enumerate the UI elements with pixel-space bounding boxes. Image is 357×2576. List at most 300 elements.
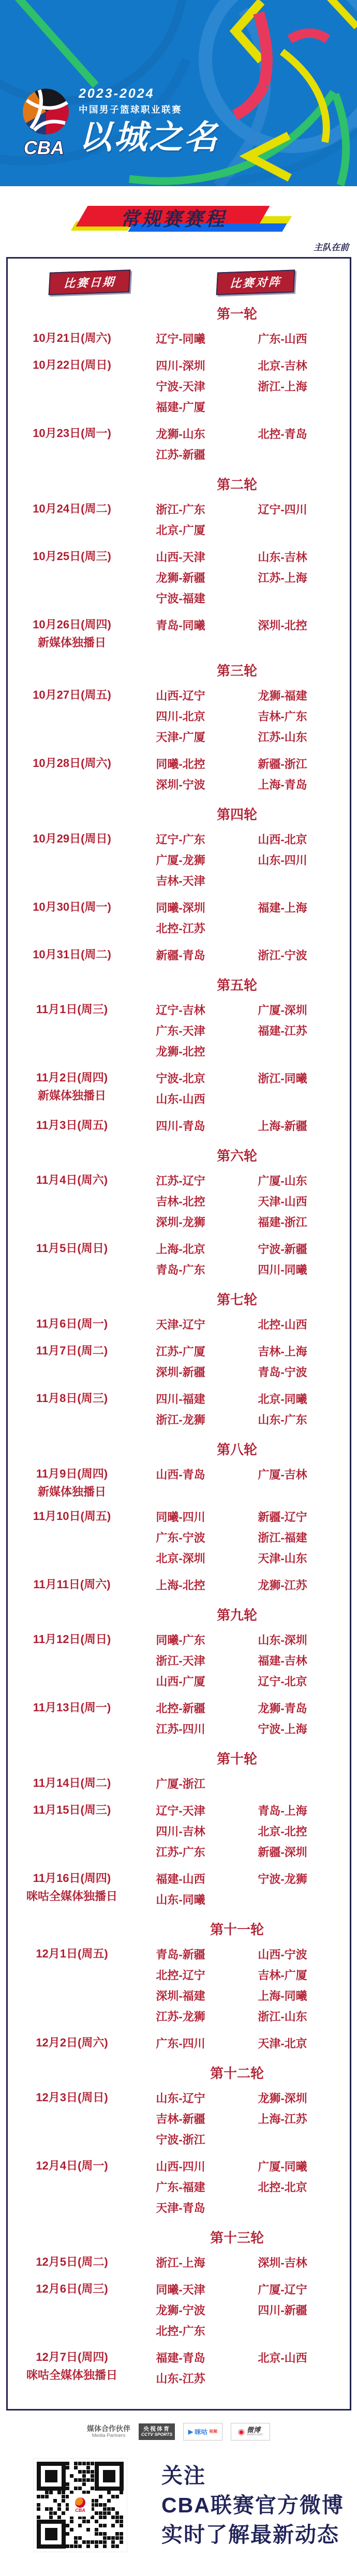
match-date-cell (8, 2347, 136, 2388)
matchup: 龙狮-江苏 (258, 1578, 307, 1592)
matchup: 福建-上海 (258, 901, 307, 914)
matchups (136, 2279, 350, 2341)
match-date: 11月6日(周一) (36, 1317, 108, 1330)
matchup-row (136, 423, 350, 444)
matchup: 山东-辽宁 (156, 2091, 205, 2105)
matchup: 同曦-广东 (156, 1633, 205, 1647)
matchup: 北控-山西 (258, 1318, 307, 1331)
matchup-row (136, 917, 350, 938)
schedule-group (8, 1170, 350, 1232)
match-date-cell (8, 944, 136, 965)
matchup: 天津-辽宁 (156, 1318, 205, 1331)
matchup-row (136, 828, 350, 849)
matchup: 福建-广厦 (156, 400, 205, 414)
schedule-group (8, 614, 350, 651)
matchup-row (136, 774, 350, 794)
matchup: 辽宁-天津 (156, 1804, 205, 1817)
round-title: 第七轮 (216, 1292, 257, 1307)
matchups (136, 944, 350, 965)
matchup: 深圳-龙狮 (156, 1215, 205, 1229)
page-title: 常规赛赛程 (120, 208, 227, 230)
match-date: 11月4日(周六) (36, 1173, 108, 1186)
round-title: 第十三轮 (210, 2230, 264, 2246)
matchup: 山东-四川 (258, 853, 307, 867)
schedule-group (8, 1388, 350, 1429)
match-date: 11月3日(周五) (36, 1119, 108, 1132)
matchup: 江苏-山东 (258, 730, 307, 744)
matchup-row (136, 1629, 350, 1650)
matchup-row (136, 2156, 350, 2176)
matchup: 福建-浙江 (258, 1215, 307, 1229)
matchup-row (136, 2108, 350, 2129)
section-title-banner (0, 203, 357, 237)
matchup: 宁波-北京 (156, 1072, 205, 1085)
matchup-row (136, 1650, 350, 1670)
match-date-cell (8, 999, 136, 1061)
schedule-group (8, 1238, 350, 1279)
matchup: 北控-广东 (156, 2324, 205, 2338)
match-date-cell (8, 546, 136, 608)
schedule-group (8, 2252, 350, 2272)
matchups (136, 999, 350, 1061)
matchup: 浙江-同曦 (258, 1072, 307, 1085)
matchup-row (136, 1409, 350, 1429)
match-date-cell (8, 1340, 136, 1382)
matchup: 上海-同曦 (258, 1989, 307, 2002)
matchup-row (136, 1259, 350, 1279)
schedule-group (8, 546, 350, 608)
qr-caption: 关注 CBA联赛官方微博 实时了解最新动态 (161, 2463, 344, 2547)
matchup: 四川-同曦 (258, 1263, 307, 1276)
matchup: 四川-新疆 (258, 2303, 307, 2317)
schedule-group (8, 828, 350, 891)
matchup: 浙江-龙狮 (156, 1413, 205, 1426)
matchup: 上海-青岛 (258, 778, 307, 791)
match-date-cell (8, 1464, 136, 1500)
matchup: 新疆-浙江 (258, 757, 307, 771)
matchup-row (136, 328, 350, 349)
schedule-group (8, 2032, 350, 2053)
schedule-group (8, 897, 350, 938)
matchup-row (136, 2347, 350, 2368)
matchups (136, 2087, 350, 2149)
matchup: 青岛-同曦 (156, 619, 205, 632)
schedule-group (8, 355, 350, 417)
matchup: 深圳-宁波 (156, 778, 205, 791)
matchup: 青岛-新疆 (156, 1948, 205, 1961)
matchup-row (136, 1670, 350, 1691)
match-date-cell (8, 1506, 136, 1568)
matchup: 浙江-上海 (258, 380, 307, 393)
matchup-row (136, 355, 350, 375)
match-date: 10月21日(周六) (33, 332, 111, 344)
match-date-cell (8, 753, 136, 794)
round-title: 第九轮 (216, 1607, 257, 1623)
matchup: 广厦-辽宁 (258, 2283, 307, 2296)
matchups (136, 499, 350, 540)
matchup: 广东-福建 (156, 2180, 205, 2194)
matchup-row (136, 1211, 350, 1232)
matchup-row (136, 1191, 350, 1211)
match-date-cell (8, 828, 136, 891)
matchup-row (136, 546, 350, 567)
matchups (136, 1868, 350, 1909)
matchup: 辽宁-北京 (258, 1675, 307, 1688)
match-date-cell (8, 685, 136, 747)
matchup: 广厦-浙江 (156, 1777, 205, 1790)
matchup: 广厦-龙狮 (156, 853, 205, 867)
weibo-logo: ◉ 微博 weibo.com (231, 2423, 270, 2441)
matchup: 上海-北控 (156, 1578, 205, 1592)
schedule-group (8, 1697, 350, 1739)
matchup-row (136, 2129, 350, 2149)
matchup: 吉林-北控 (156, 1195, 205, 1208)
match-date: 11月15日(周三) (33, 1803, 111, 1816)
matchup-row (136, 1964, 350, 1985)
schedule-group (8, 1464, 350, 1500)
matchup: 四川-吉林 (156, 1825, 205, 1838)
matchups (136, 2032, 350, 2053)
matchups (136, 423, 350, 464)
matchup-row (136, 753, 350, 774)
matchup-row (136, 1889, 350, 1909)
matchup: 福建-江苏 (258, 1024, 307, 1037)
schedule-group (8, 2087, 350, 2149)
matchup: 山东-江苏 (156, 2372, 205, 2385)
matchup: 广东-天津 (156, 1024, 205, 1037)
match-date: 11月8日(周三) (36, 1392, 108, 1405)
matchup-row (136, 685, 350, 705)
matchup: 山东-深圳 (258, 1633, 307, 1647)
match-date: 11月5日(周日) (36, 1242, 108, 1255)
matchup-row (136, 1340, 350, 1361)
matchup: 北京-同曦 (258, 1392, 307, 1406)
matchup-row (136, 1067, 350, 1088)
matchup: 广东-四川 (156, 2037, 205, 2050)
matchup: 辽宁-广东 (156, 833, 205, 846)
matchup-row (136, 444, 350, 464)
matchup: 山西-青岛 (156, 1468, 205, 1481)
matchups (136, 2156, 350, 2218)
matchup: 青岛-宁波 (258, 1365, 307, 1379)
matchup: 同曦-天津 (156, 2283, 205, 2296)
match-date: 10月29日(周日) (33, 832, 111, 845)
round-title: 第一轮 (216, 306, 257, 322)
schedule-group (8, 1115, 350, 1136)
matchup-row (136, 726, 350, 747)
schedule-group (8, 2347, 350, 2388)
match-date-cell (8, 2252, 136, 2272)
matchups (136, 1697, 350, 1739)
partners-label: 媒体合作伙伴 Media Partners (87, 2424, 130, 2438)
matchup: 北京-吉林 (258, 359, 307, 372)
round-title: 第五轮 (216, 977, 257, 993)
matchups (136, 1388, 350, 1429)
match-date: 11月10日(周五) (33, 1510, 111, 1523)
match-date: 10月26日(周四) (33, 618, 111, 631)
matchup: 龙狮-深圳 (258, 2091, 307, 2105)
matchup: 广厦-深圳 (258, 1003, 307, 1017)
schedule-group (8, 999, 350, 1061)
matchup: 新疆-辽宁 (258, 1510, 307, 1524)
media-partners-row (0, 2423, 357, 2441)
match-date-cell (8, 1170, 136, 1232)
matchup: 广东-山西 (258, 332, 307, 345)
matchup: 四川-深圳 (156, 359, 205, 372)
matchups (136, 2252, 350, 2272)
matchup: 吉林-新疆 (156, 2112, 205, 2126)
matchups (136, 1238, 350, 1279)
matchup-row (136, 1985, 350, 2006)
matchup: 江苏-广厦 (156, 1345, 205, 1358)
matchup: 浙江-上海 (156, 2256, 205, 2269)
round-title: 第十二轮 (210, 2066, 264, 2081)
matchup-row (136, 2032, 350, 2053)
match-date: 10月25日(周三) (33, 550, 111, 563)
match-date: 11月7日(周二) (36, 1344, 108, 1357)
matchup-row (136, 1820, 350, 1841)
match-date: 10月22日(周日) (33, 358, 111, 371)
matchup-row (136, 944, 350, 965)
round-title: 第八轮 (216, 1442, 257, 1457)
matchups (136, 546, 350, 608)
matchup: 江苏-四川 (156, 1722, 205, 1736)
match-date-cell (8, 1238, 136, 1279)
match-date: 11月1日(周三) (36, 1003, 108, 1016)
schedule-group (8, 499, 350, 540)
matchup: 山东-山西 (156, 1092, 205, 1106)
match-date: 10月31日(周二) (33, 948, 111, 961)
matchup-row (136, 2197, 350, 2218)
schedule-group (8, 685, 350, 747)
matchup-row (136, 2320, 350, 2341)
matchups (136, 1170, 350, 1232)
matchup-row (136, 1115, 350, 1136)
matchup: 天津-山东 (258, 1551, 307, 1565)
matchup: 吉林-广东 (258, 710, 307, 723)
match-date: 12月7日(周四) (36, 2351, 108, 2363)
matchup: 山东-吉林 (258, 550, 307, 564)
matchup-row (136, 849, 350, 870)
matchup: 宁波-福建 (156, 592, 205, 605)
schedule-group (8, 1067, 350, 1109)
matchup: 同曦-四川 (156, 1510, 205, 1524)
migu-video-logo: ▶ 咪咕 视频 (183, 2423, 222, 2441)
matchup: 上海-新疆 (258, 1119, 307, 1133)
match-date: 10月23日(周一) (33, 427, 111, 440)
matchups (136, 355, 350, 417)
matchup: 深圳-福建 (156, 1989, 205, 2002)
matchup: 龙狮-新疆 (156, 571, 205, 584)
round-title: 第十一轮 (210, 1922, 264, 1937)
weibo-eye-icon: ◉ (237, 2427, 245, 2436)
matchup: 新疆-深圳 (258, 1845, 307, 1859)
matchup: 江苏-上海 (258, 571, 307, 584)
schedule-group (8, 1506, 350, 1568)
matchup: 北控-辽宁 (156, 1968, 205, 1982)
match-date-cell (8, 897, 136, 938)
matchup-row (136, 1697, 350, 1718)
matchup: 新疆-青岛 (156, 948, 205, 962)
matchup: 浙江-天津 (156, 1654, 205, 1667)
matchup-row (136, 1800, 350, 1820)
schedule-group (8, 753, 350, 794)
follow-us-section (0, 2456, 357, 2576)
matchup-row (136, 567, 350, 587)
matchup-row (136, 2299, 350, 2320)
matchup: 青岛-上海 (258, 1804, 307, 1817)
matchup-row (136, 999, 350, 1020)
matchup-row (136, 1841, 350, 1862)
round-title: 第二轮 (216, 477, 257, 492)
matchup: 天津-广厦 (156, 730, 205, 744)
matchup: 北京-深圳 (156, 1551, 205, 1565)
matchup: 辽宁-吉林 (156, 1003, 205, 1017)
schedule-group (8, 328, 350, 349)
matchup: 北京-北控 (258, 1825, 307, 1838)
matchup: 山西-四川 (156, 2160, 205, 2173)
matchup: 福建-吉林 (258, 1654, 307, 1667)
matchup: 浙江-山东 (258, 2010, 307, 2023)
matchup: 宁波-龙狮 (258, 1872, 307, 1886)
match-date-cell (8, 614, 136, 651)
match-date-cell (8, 1574, 136, 1595)
column-header-match: 比赛对阵 (216, 269, 295, 295)
match-date-cell (8, 328, 136, 349)
matchup-row (136, 2252, 350, 2272)
match-date: 10月30日(周一) (33, 900, 111, 913)
schedule-group (8, 1800, 350, 1862)
matchup: 深圳-新疆 (156, 1365, 205, 1379)
matchup: 天津-北京 (258, 2037, 307, 2050)
matchup: 四川-福建 (156, 1392, 205, 1406)
match-date-cell (8, 2032, 136, 2053)
matchup-row (136, 1868, 350, 1889)
matchup-row (136, 1314, 350, 1334)
matchup-row (136, 1020, 350, 1041)
column-header-date: 比赛日期 (49, 269, 131, 295)
matchups (136, 1629, 350, 1691)
matchup-row (136, 1088, 350, 1109)
qr-code (33, 2458, 127, 2552)
matchup-row (136, 705, 350, 726)
matchup-row (136, 375, 350, 396)
matchups (136, 1773, 350, 1794)
matchup: 浙江-宁波 (258, 948, 307, 962)
matchups (136, 1314, 350, 1334)
matchup: 北控-新疆 (156, 1701, 205, 1715)
matchups (136, 1506, 350, 1568)
broadcast-note: 新媒体独播日 (37, 1485, 106, 1498)
matchup-row (136, 396, 350, 417)
match-date-cell (8, 2279, 136, 2341)
schedule-group (8, 1314, 350, 1334)
matchup: 辽宁-同曦 (156, 332, 205, 345)
matchup-row (136, 870, 350, 891)
matchup-row (136, 1388, 350, 1409)
migu-icon: ▶ (188, 2428, 194, 2435)
schedule-group (8, 2279, 350, 2341)
match-date-cell (8, 1800, 136, 1862)
schedule-group (8, 1944, 350, 2026)
matchup: 同曦-北控 (156, 757, 205, 771)
matchup: 龙狮-青岛 (258, 1701, 307, 1715)
round-title: 第四轮 (216, 807, 257, 822)
matchup: 福建-山西 (156, 1872, 205, 1886)
matchup-row (136, 1170, 350, 1191)
matchup: 北控-江苏 (156, 922, 205, 935)
matchup: 北京-山西 (258, 2351, 307, 2364)
match-date: 11月14日(周二) (33, 1776, 111, 1789)
match-date-cell (8, 1944, 136, 2026)
matchups (136, 1464, 350, 1500)
matchup-row (136, 1574, 350, 1595)
matchup-row (136, 1944, 350, 1964)
matchup-row (136, 1361, 350, 1382)
match-date: 11月2日(周四) (36, 1071, 108, 1084)
matchups (136, 1574, 350, 1595)
match-date: 11月9日(周四) (36, 1467, 108, 1480)
matchups (136, 685, 350, 747)
matchups (136, 897, 350, 938)
matchup: 青岛-广东 (156, 1263, 205, 1276)
matchup: 同曦-深圳 (156, 901, 205, 914)
season-label: 2023-2024 (79, 86, 155, 101)
matchup: 江苏-新疆 (156, 448, 205, 461)
match-date: 10月28日(周六) (33, 757, 111, 770)
matchup: 江苏-辽宁 (156, 1174, 205, 1187)
match-date: 10月24日(周二) (33, 502, 111, 515)
qr-center-logo: CBA (69, 2494, 92, 2517)
matchup-row (136, 587, 350, 608)
matchup: 龙狮-山东 (156, 427, 205, 441)
match-date-cell (8, 1629, 136, 1691)
match-date: 12月4日(周一) (36, 2159, 108, 2172)
hero-header (0, 0, 357, 186)
matchup: 广厦-吉林 (258, 1468, 307, 1481)
matchups (136, 1115, 350, 1136)
schedule-group (8, 1868, 350, 1909)
matchup: 天津-山西 (258, 1195, 307, 1208)
match-date-cell (8, 1773, 136, 1794)
matchup-row (136, 499, 350, 519)
schedule-group (8, 423, 350, 464)
match-date: 12月6日(周三) (36, 2282, 108, 2295)
schedule-group (8, 944, 350, 965)
round-title: 第三轮 (216, 663, 257, 679)
matchup: 上海-江苏 (258, 2112, 307, 2126)
matchup-row (136, 2006, 350, 2026)
matchup-row (136, 1506, 350, 1527)
matchup: 上海-北京 (156, 1242, 205, 1256)
matchup: 广东-宁波 (156, 1531, 205, 1544)
matchup-row (136, 1718, 350, 1739)
cctv-sports-logo: 央视体育 CCTV SPORTS (139, 2423, 175, 2440)
matchup: 龙狮-福建 (258, 689, 307, 702)
matchups (136, 1340, 350, 1382)
broadcast-note: 新媒体独播日 (37, 636, 106, 649)
matchup-row (136, 1773, 350, 1794)
match-date: 12月2日(周六) (36, 2036, 108, 2049)
matchup: 广厦-同曦 (258, 2160, 307, 2173)
matchups (136, 614, 350, 651)
matchup: 北控-青岛 (258, 427, 307, 441)
basketball-icon (75, 2497, 85, 2508)
schedule-group (8, 1340, 350, 1382)
schedule-group (8, 1629, 350, 1691)
league-name: 中国男子篮球职业联赛 (79, 104, 182, 115)
matchup: 四川-青岛 (156, 1119, 205, 1133)
